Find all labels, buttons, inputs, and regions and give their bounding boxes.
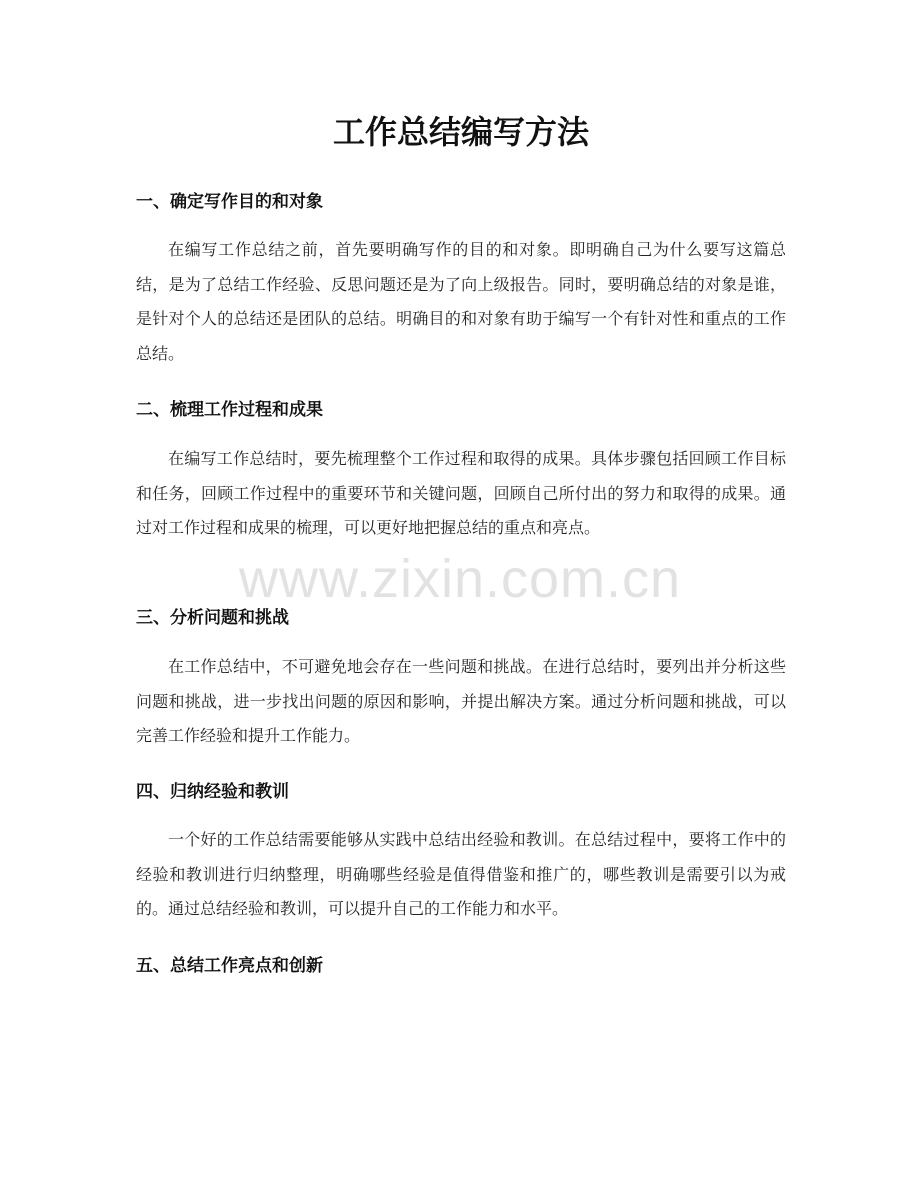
section-heading-3: 三、分析问题和挑战 (136, 608, 289, 628)
section-body-1: 在编写工作总结之前，首先要明确写作的目的和对象。即明确自己为什么要写这篇总结，是为了总结工作经验、反思问题还是为了向上级报告。同时，要明确总结的对象是谁，是针对个人的总结还是团队的总结。明确目的和对象有助于编写一个有针对性和重点的工作总结。 (136, 240, 786, 363)
section-heading-4: 四、归纳经验和教训 (136, 782, 289, 802)
section-body-3: 在工作总结中，不可避免地会存在一些问题和挑战。在进行总结时，要列出并分析这些问题和挑战，进一步找出问题的原因和影响，并提出解决方案。通过分析问题和挑战，可以完善工作经验和提升工作能力。 (136, 657, 786, 745)
section-heading-2: 二、梳理工作过程和成果 (136, 400, 323, 420)
section-body-2: 在编写工作总结时，要先梳理整个工作过程和取得的成果。具体步骤包括回顾工作目标和任务，回顾工作过程中的重要环节和关键问题，回顾自己所付出的努力和取得的成果。通过对工作过程和成果的梳理，可以更好地把握总结的重点和亮点。 (136, 449, 786, 537)
watermark-text: www.zixin.com.cn (238, 549, 682, 609)
section-body-4: 一个好的工作总结需要能够从实践中总结出经验和教训。在总结过程中，要将工作中的经验和教训进行归纳整理，明确哪些经验是值得借鉴和推广的，哪些教训是需要引以为戒的。通过总结经验和教训，可以提升自己的工作能力和水平。 (136, 830, 786, 918)
section-heading-5: 五、总结工作亮点和创新 (136, 956, 323, 976)
section-heading-1: 一、确定写作目的和对象 (136, 192, 323, 212)
page-title: 工作总结编写方法 (332, 113, 589, 151)
